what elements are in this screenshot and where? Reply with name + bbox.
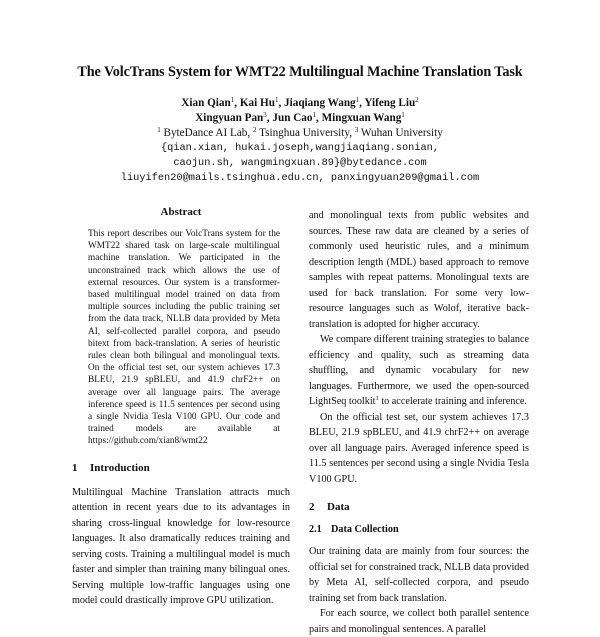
subsection-title: Data Collection (331, 524, 399, 535)
paragraph: For each source, we collect both parallel sentence pairs and monolingual sentences. A parallel (309, 608, 529, 635)
author-affil-mark: 2 (415, 96, 419, 104)
author-affil-mark: 3 (263, 111, 267, 119)
author-name: Kai Hu (239, 97, 275, 109)
intro-paragraph: Multilingual Machine Translation attracts much attention in recent years due to its advantages in sharing cross-lingual knowledge for low-resource languages. It also dramatically reduces training and serving costs. Training a multilingual model is much faster and simpler than training many bilingual ones. Serving multiple low-traffic languages using one model could drastically improve GPU utilization. (72, 486, 290, 607)
author-line-1: Xian Qian$^1$, Kai Hu$^1$, Jiaqiang Wang$^1$, Yifeng Liu$^2$ (181, 96, 419, 109)
author-affil-mark: 1 (355, 96, 360, 104)
author-affil-mark: 1 (401, 111, 405, 119)
abstract-text (88, 228, 280, 448)
author-name: Xingyuan Pan (195, 112, 264, 124)
author-affil-mark: 1 (274, 96, 279, 104)
section-number: 1 (72, 461, 78, 474)
footnote-mark: 1 (375, 395, 379, 402)
paragraph: On the official test set, our system achieves 17.3 BLEU, 21.9 spBLEU, and 41.9 chrF2++ on average over all language pairs. Averaged inference speed is 11.5 sentences per second using a single Nvidia Tesla V100 GPU. (309, 411, 529, 485)
affil-mark: 1 (157, 126, 161, 134)
author-name: Mingxuan Wang (321, 112, 402, 124)
author-name: Jiaqiang Wang (284, 97, 356, 109)
affiliation: Tsinghua University, (256, 127, 355, 139)
left-column (72, 206, 290, 609)
section-heading-introduction (72, 462, 290, 474)
subsection-heading-data-collection (309, 524, 529, 535)
paragraph (309, 332, 529, 410)
author-name: Jun Cao (272, 112, 313, 124)
paragraph: Our training data are mainly from four sources: the official set for constrained track, NLLB data provided by Meta AI, self-collected corpora, and pseudo training set from back translation. (309, 546, 529, 604)
section-number: 2 (309, 501, 315, 513)
affil-mark: 2 (252, 126, 257, 134)
subsection-number: 2.1 (309, 524, 322, 535)
abstract-heading: Abstract (160, 206, 202, 218)
affiliation: Wuhan University (358, 127, 443, 139)
author-name: Yifeng Liu (364, 97, 416, 109)
paragraph: and monolingual texts from public websites and sources. These raw data are cleaned by a series of commonly used heuristic rules, and a minimum description length (MDL) based approach to remove samples with repeat patterns. Monolingual texts are used for back translation. For some very low-resource languages such as Wolof, iterative back-translation is adopted for higher accuracy. (309, 210, 529, 330)
abstract-body: This report describes our VolcTrans system for the WMT22 shared task on large-scale multilingual machine translation. We participated in the unconstrained track which allows the use of external resources. Our system is a transformer-based multilingual model trained on data from multiple sources including the public training set from the data track, NLLB data provided by Meta AI, self-collected parallel corpora, and pseudo bitext from back-translation. A series of heuristic rules clean both bilingual and monolingual texts. On the official test set, our system achieves 17.3 BLEU, 21.9 spBLEU, and 41.9 chrF2++ on average over all language pairs. The average inference speed is 11.5 sentences per second using a single Nvidia Tesla V100 GPU. Our code and trained models are available at https://github.com/xian8/wmt22 (88, 229, 280, 447)
affiliations (0, 126, 600, 141)
paragraph-text: We compare different training strategies to balance efficiency and quality, such as streaming data shuffling, and dynamic vocabulary for new languages. Furthermore, we used the open-sourced LightSeq toolkit (309, 334, 529, 407)
email-line: caojun.sh, wangmingxuan.89}@bytedance.com (173, 157, 427, 169)
author-block (0, 96, 600, 186)
section-title: Data (327, 501, 350, 513)
author-affil-mark: 1 (312, 111, 316, 119)
author-affil-mark: 1 (230, 96, 235, 104)
section-heading-data (309, 501, 529, 513)
section-title: Introduction (90, 461, 150, 474)
email-line: {qian.xian, hukai.joseph,wangjiaqiang.sonian, (160, 142, 440, 154)
affil-mark: 3 (354, 126, 359, 134)
email-line: liuyifen20@mails.tsinghua.edu.cn, panxingyuan209@gmail.com (120, 172, 480, 184)
author-line-2: Xingyuan Pan$^3$, Jun Cao$^1$, Mingxuan Wang$^1$ (195, 111, 405, 124)
paragraph-text: to accelerate training and inference. (378, 396, 527, 407)
affiliation: ByteDance AI Lab, (160, 127, 253, 139)
right-column (309, 208, 529, 637)
paper-title: The VolcTrans System for WMT22 Multilingual Machine Translation Task (77, 64, 523, 80)
author-name: Xian Qian (181, 97, 231, 109)
